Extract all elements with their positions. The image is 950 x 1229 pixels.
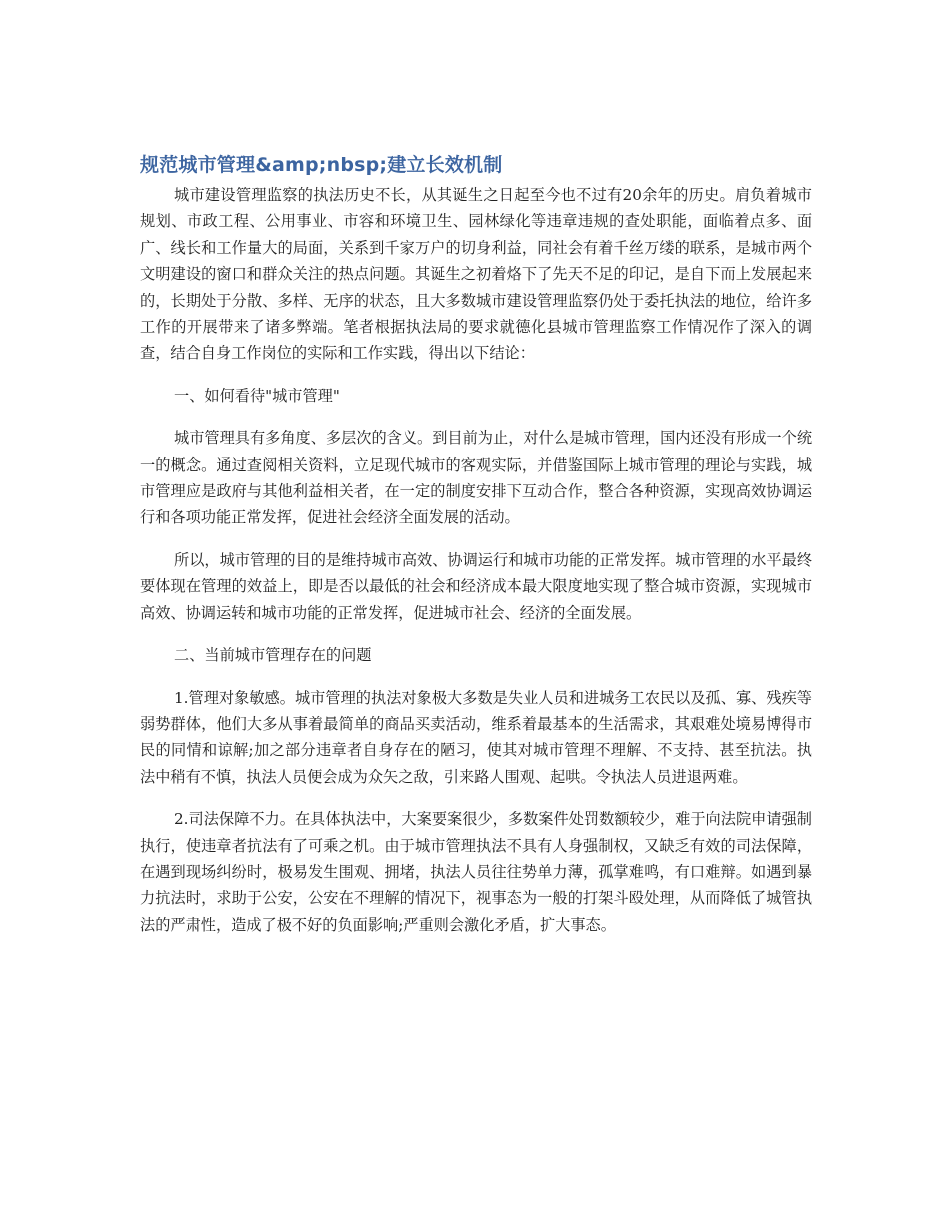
document-page (140, 150, 812, 954)
paragraph-problem-1: 1.管理对象敏感。城市管理的执法对象极大多数是失业人员和进城务工农民以及孤、寡、残疾等弱势群体，他们大多从事着最简单的商品买卖活动，维系着最基本的生活需求，其艰难处境易博得市民的同情和谅解;加之部分违章者自身存在的陋习，使其对城市管理不理解、不支持、甚至抗法。执法中稍有不慎，执法人员便会成为众矢之敌，引来路人围观、起哄。令执法人员进退两难。 (140, 688, 812, 786)
paragraph-purpose: 所以，城市管理的目的是维持城市高效、协调运行和城市功能的正常发挥。城市管理的水平最终要体现在管理的效益上，即是否以最低的社会和经济成本最大限度地实现了整合城市资源，实现城市高效、协调运转和城市功能的正常发挥，促进城市社会、经济的全面发展。 (140, 550, 812, 622)
paragraph-intro: 城市建设管理监察的执法历史不长，从其诞生之日起至今也不过有20余年的历史。肩负着城市规划、市政工程、公用事业、市容和环境卫生、园林绿化等违章违规的查处职能，面临着点多、面广、线长和工作量大的局面，关系到千家万户的切身利益，同社会有着千丝万缕的联系，是城市两个文明建设的窗口和群众关注的热点问题。其诞生之初着烙下了先天不足的印记，是自下而上发展起来的，长期处于分散、多样、无序的状态，且大多数城市建设管理监察仍处于委托执法的地位，给许多工作的开展带来了诸多弊端。笔者根据执法局的要求就德化县城市管理监察工作情况作了深入的调查，结合自身工作岗位的实际和工作实践，得出以下结论： (140, 186, 812, 363)
document-title: 规范城市管理&amp;nbsp;建立长效机制 (140, 154, 503, 176)
section-heading-2: 二、当前城市管理存在的问题 (174, 646, 372, 665)
paragraph-problem-2: 2.司法保障不力。在具体执法中，大案要案很少，多数案件处罚数额较少，难于向法院申请强制执行，使违章者抗法有了可乘之机。由于城市管理执法不具有人身强制权，又缺乏有效的司法保障，在遇到现场纠纷时，极易发生围观、拥堵，执法人员往往势单力薄，孤掌难鸣，有口难辩。如遇到暴力抗法时，求助于公安，公安在不理解的情况下，视事态为一般的打架斗殴处理，从而降低了城管执法的严肃性，造成了极不好的负面影响;严重则会激化矛盾，扩大事态。 (140, 810, 812, 934)
paragraph-definition: 城市管理具有多角度、多层次的含义。到目前为止，对什么是城市管理，国内还没有形成一个统一的概念。通过查阅相关资料，立足现代城市的客观实际，并借鉴国际上城市管理的理论与实践，城市管理应是政府与其他利益相关者，在一定的制度安排下互动合作，整合各种资源，实现高效协调运行和各项功能正常发挥，促进社会经济全面发展的活动。 (140, 429, 812, 527)
section-heading-1: 一、如何看待"城市管理" (174, 386, 340, 405)
